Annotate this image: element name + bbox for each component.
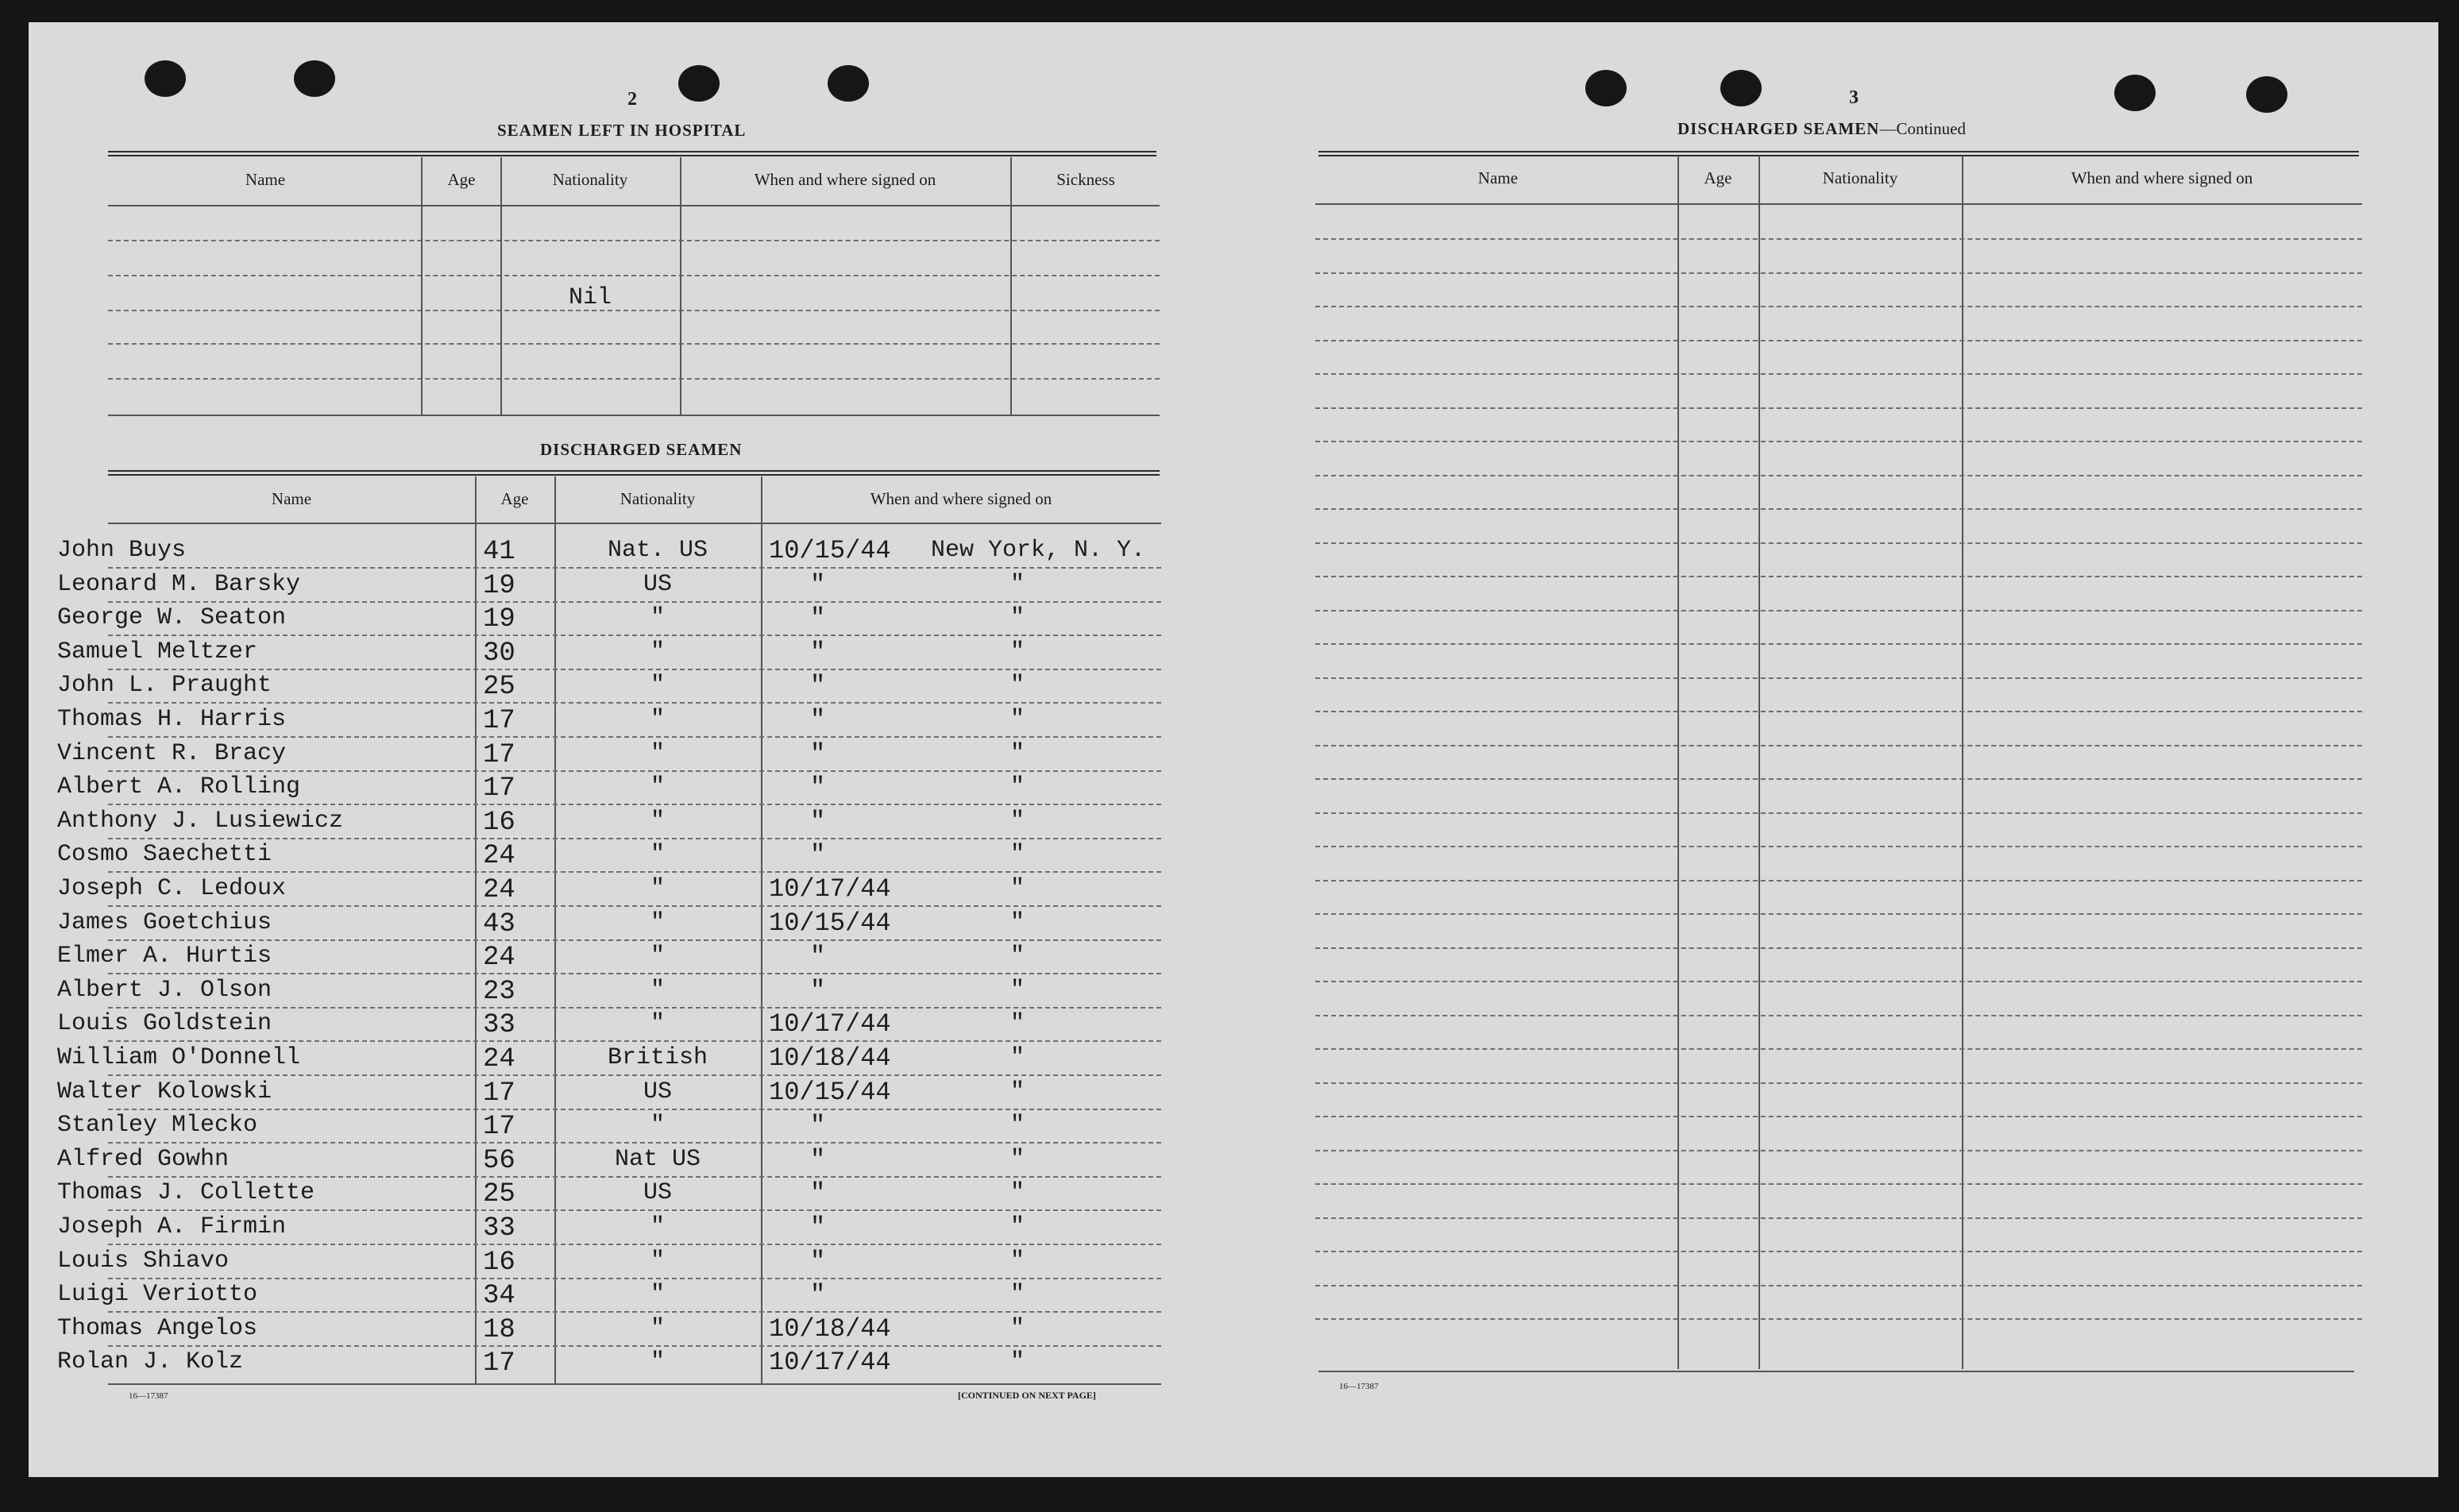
cell-name: Joseph A. Firmin bbox=[57, 1213, 287, 1240]
row-line bbox=[1315, 812, 2362, 814]
col-header-name: Name bbox=[1477, 168, 1519, 187]
cell-date: 10/18/44 bbox=[769, 1043, 891, 1073]
cell-nationality: " bbox=[650, 740, 665, 767]
cell-age: 25 bbox=[483, 1179, 515, 1209]
cell-age: 34 bbox=[483, 1281, 515, 1311]
cell-date: " bbox=[810, 807, 826, 836]
column-divider bbox=[761, 476, 762, 1383]
row-line bbox=[1315, 745, 2362, 746]
row-line bbox=[1315, 306, 2362, 307]
cell-place: " bbox=[1010, 740, 1025, 767]
cell-date: " bbox=[810, 1213, 826, 1242]
row-line bbox=[1315, 1116, 2362, 1117]
row-line bbox=[108, 973, 1161, 974]
col-header-name: Name bbox=[245, 170, 286, 189]
cell-nationality: " bbox=[650, 638, 665, 665]
row-line bbox=[108, 1007, 1161, 1009]
cell-date: 10/17/44 bbox=[769, 874, 891, 904]
row-line bbox=[1315, 913, 2362, 915]
cell-age: 16 bbox=[483, 808, 515, 838]
cell-date: " bbox=[810, 1280, 826, 1310]
cell-age: 43 bbox=[483, 909, 515, 939]
row-line bbox=[1315, 1082, 2362, 1084]
column-divider bbox=[500, 157, 502, 416]
cell-place: " bbox=[1010, 604, 1025, 631]
cell-name: Leonard M. Barsky bbox=[57, 571, 301, 598]
cell-age: 24 bbox=[483, 841, 515, 871]
row-line bbox=[1315, 542, 2362, 544]
cell-age: 56 bbox=[483, 1146, 515, 1176]
cell-nationality: " bbox=[650, 1281, 665, 1308]
cell-name: Stanley Mlecko bbox=[57, 1112, 258, 1139]
col-header-nationality: Nationality bbox=[1822, 168, 1898, 187]
row-line bbox=[1315, 1150, 2362, 1151]
cell-place: " bbox=[1010, 1348, 1025, 1375]
cell-name: Anthony J. Lusiewicz bbox=[57, 808, 344, 835]
row-line bbox=[1315, 373, 2362, 375]
cell-place: " bbox=[1010, 1010, 1025, 1037]
cell-age: 19 bbox=[483, 571, 515, 601]
cell-date: 10/15/44 bbox=[769, 536, 891, 565]
cell-age: 25 bbox=[483, 672, 515, 702]
column-divider bbox=[1758, 156, 1760, 1369]
cell-nationality: " bbox=[650, 943, 665, 970]
row-line bbox=[1315, 610, 2362, 611]
row-line bbox=[1315, 778, 2362, 780]
row-line bbox=[1315, 711, 2362, 712]
row-line bbox=[1315, 576, 2362, 577]
row-line bbox=[108, 1142, 1161, 1144]
col-header-signed-on: When and where signed on bbox=[754, 170, 936, 189]
cell-place: " bbox=[1010, 1044, 1025, 1071]
row-line bbox=[108, 1278, 1161, 1279]
hospital-section-title: SEAMEN LEFT IN HOSPITAL bbox=[497, 121, 747, 140]
punch-hole bbox=[2246, 76, 2287, 113]
col-header-name: Name bbox=[271, 489, 312, 508]
page-number: 2 bbox=[627, 89, 637, 110]
cell-nationality: " bbox=[650, 604, 665, 631]
cell-date: 10/18/44 bbox=[769, 1314, 891, 1344]
cell-nationality: " bbox=[650, 1248, 665, 1275]
cell-nationality: US bbox=[643, 1179, 672, 1206]
row-line bbox=[108, 1209, 1161, 1211]
continued-section-title bbox=[1677, 119, 1966, 139]
cell-place: New York, N. Y. bbox=[931, 537, 1146, 564]
cell-place: " bbox=[1010, 1281, 1025, 1308]
punch-hole bbox=[145, 60, 186, 97]
cell-name: John L. Praught bbox=[57, 672, 272, 699]
row-line bbox=[1315, 1318, 2362, 1320]
cell-nationality: US bbox=[643, 1078, 672, 1105]
cell-date: " bbox=[810, 570, 826, 600]
form-number: 16—17387 bbox=[1339, 1382, 1379, 1391]
cell-place: " bbox=[1010, 841, 1025, 868]
cell-place: " bbox=[1010, 1078, 1025, 1105]
cell-place: " bbox=[1010, 1315, 1025, 1342]
cell-name: Walter Kolowski bbox=[57, 1078, 272, 1105]
column-divider bbox=[1010, 157, 1012, 416]
cell-age: 23 bbox=[483, 977, 515, 1007]
cell-date: " bbox=[810, 1145, 826, 1174]
row-line bbox=[108, 669, 1161, 670]
cell-date: 10/17/44 bbox=[769, 1348, 891, 1377]
cell-place: " bbox=[1010, 909, 1025, 936]
cell-name: Vincent R. Bracy bbox=[57, 740, 287, 767]
row-line bbox=[108, 804, 1161, 805]
cell-age: 41 bbox=[483, 537, 515, 567]
cell-date: 10/17/44 bbox=[769, 1009, 891, 1039]
row-line bbox=[108, 343, 1160, 345]
cell-place: " bbox=[1010, 808, 1025, 835]
row-line bbox=[1315, 441, 2362, 442]
cell-age: 17 bbox=[483, 1348, 515, 1379]
cell-date: " bbox=[810, 840, 826, 870]
cell-age: 17 bbox=[483, 773, 515, 804]
cell-name: Thomas H. Harris bbox=[57, 706, 287, 733]
page-number: 3 bbox=[1849, 87, 1859, 108]
cell-nationality: " bbox=[650, 909, 665, 936]
section-rule bbox=[108, 151, 1156, 156]
cell-place: " bbox=[1010, 571, 1025, 598]
cell-nationality: " bbox=[650, 1348, 665, 1375]
row-line bbox=[1315, 272, 2362, 274]
col-header-age: Age bbox=[500, 489, 529, 508]
header-rule bbox=[1315, 203, 2362, 205]
punch-hole bbox=[1720, 70, 1762, 106]
cell-place: " bbox=[1010, 1179, 1025, 1206]
section-title-text: DISCHARGED SEAMEN bbox=[1677, 119, 1880, 138]
cell-date: " bbox=[810, 773, 826, 802]
cell-age: 19 bbox=[483, 604, 515, 634]
row-line bbox=[108, 939, 1161, 941]
row-line bbox=[108, 838, 1161, 839]
column-divider bbox=[680, 157, 681, 416]
cell-name: Louis Shiavo bbox=[57, 1248, 230, 1275]
table-bottom-rule bbox=[1318, 1371, 2354, 1372]
punch-hole bbox=[828, 65, 869, 102]
cell-nationality: " bbox=[650, 773, 665, 800]
cell-place: " bbox=[1010, 1146, 1025, 1173]
cell-nationality: British bbox=[607, 1044, 708, 1071]
row-line bbox=[1315, 1015, 2362, 1016]
row-line bbox=[1315, 508, 2362, 510]
col-header-signed-on: When and where signed on bbox=[2071, 168, 2253, 187]
form-number: 16—17387 bbox=[129, 1391, 168, 1401]
cell-age: 24 bbox=[483, 943, 515, 973]
discharged-section-title: DISCHARGED SEAMEN bbox=[540, 440, 743, 459]
cell-age: 17 bbox=[483, 1078, 515, 1109]
cell-place: " bbox=[1010, 638, 1025, 665]
column-divider bbox=[421, 157, 423, 416]
row-line bbox=[108, 736, 1161, 738]
cell-age: 17 bbox=[483, 740, 515, 770]
row-line bbox=[108, 770, 1161, 772]
row-line bbox=[1315, 407, 2362, 409]
row-line bbox=[1315, 475, 2362, 476]
cell-place: " bbox=[1010, 1112, 1025, 1139]
cell-nationality: " bbox=[650, 977, 665, 1004]
row-line bbox=[1315, 1285, 2362, 1286]
row-line bbox=[108, 634, 1161, 636]
row-line bbox=[1315, 981, 2362, 982]
row-line bbox=[1315, 1251, 2362, 1252]
cell-name: Luigi Veriotto bbox=[57, 1281, 258, 1308]
cell-date: " bbox=[810, 638, 826, 667]
col-header-nationality: Nationality bbox=[552, 170, 628, 189]
cell-place: " bbox=[1010, 773, 1025, 800]
row-line bbox=[108, 310, 1160, 311]
cell-age: 17 bbox=[483, 1112, 515, 1142]
cell-name: Louis Goldstein bbox=[57, 1010, 272, 1037]
cell-nationality: Nat. US bbox=[607, 537, 708, 564]
row-line bbox=[1315, 1217, 2362, 1219]
row-line bbox=[108, 601, 1161, 603]
cell-place: " bbox=[1010, 706, 1025, 733]
row-line bbox=[1315, 880, 2362, 881]
cell-age: 33 bbox=[483, 1010, 515, 1040]
column-divider bbox=[475, 476, 477, 1383]
row-line bbox=[108, 1311, 1161, 1313]
cell-date: " bbox=[810, 942, 826, 971]
cell-nationality: " bbox=[650, 672, 665, 699]
cell-name: Cosmo Saechetti bbox=[57, 841, 272, 868]
cell-date: " bbox=[810, 604, 826, 633]
cell-nationality: US bbox=[643, 571, 672, 598]
cell-place: " bbox=[1010, 1248, 1025, 1275]
cell-nationality: Nat US bbox=[614, 1146, 701, 1173]
hospital-entry: Nil bbox=[569, 284, 612, 311]
row-line bbox=[108, 1176, 1161, 1178]
cell-name: Alfred Gowhn bbox=[57, 1146, 230, 1173]
cell-name: John Buys bbox=[57, 537, 187, 564]
cell-place: " bbox=[1010, 672, 1025, 699]
row-line bbox=[108, 1345, 1161, 1347]
row-line bbox=[108, 378, 1160, 380]
cell-name: James Goetchius bbox=[57, 909, 272, 936]
cell-nationality: " bbox=[650, 841, 665, 868]
cell-date: " bbox=[810, 1111, 826, 1140]
row-line bbox=[108, 1040, 1161, 1042]
column-divider bbox=[1962, 156, 1963, 1369]
cell-nationality: " bbox=[650, 808, 665, 835]
cell-name: George W. Seaton bbox=[57, 604, 287, 631]
cell-date: " bbox=[810, 705, 826, 735]
cell-age: 17 bbox=[483, 706, 515, 736]
cell-name: William O'Donnell bbox=[57, 1044, 301, 1071]
cell-age: 16 bbox=[483, 1248, 515, 1278]
cell-name: Samuel Meltzer bbox=[57, 638, 258, 665]
header-rule bbox=[108, 205, 1160, 206]
cell-place: " bbox=[1010, 875, 1025, 902]
row-line bbox=[108, 567, 1161, 569]
cell-age: 18 bbox=[483, 1315, 515, 1345]
row-line bbox=[1315, 238, 2362, 240]
header-rule bbox=[108, 523, 1161, 524]
punch-hole bbox=[2114, 75, 2156, 111]
cell-name: Joseph C. Ledoux bbox=[57, 875, 287, 902]
continued-note: [CONTINUED ON NEXT PAGE] bbox=[958, 1390, 1096, 1401]
col-header-age: Age bbox=[1704, 168, 1732, 187]
row-line bbox=[1315, 340, 2362, 341]
row-line bbox=[108, 871, 1161, 873]
cell-nationality: " bbox=[650, 1010, 665, 1037]
cell-age: 24 bbox=[483, 1044, 515, 1074]
col-header-nationality: Nationality bbox=[620, 489, 696, 508]
cell-date: 10/15/44 bbox=[769, 908, 891, 938]
row-line bbox=[108, 1074, 1161, 1076]
cell-nationality: " bbox=[650, 1213, 665, 1240]
cell-date: 10/15/44 bbox=[769, 1078, 891, 1107]
row-line bbox=[108, 240, 1160, 241]
cell-date: " bbox=[810, 1178, 826, 1208]
table-bottom-rule bbox=[108, 1383, 1161, 1385]
punch-hole bbox=[1585, 70, 1627, 106]
table-bottom-rule bbox=[108, 415, 1160, 416]
cell-place: " bbox=[1010, 943, 1025, 970]
cell-nationality: " bbox=[650, 875, 665, 902]
row-line bbox=[108, 702, 1161, 704]
cell-name: Albert A. Rolling bbox=[57, 773, 301, 800]
cell-place: " bbox=[1010, 1213, 1025, 1240]
cell-date: " bbox=[810, 671, 826, 700]
cell-age: 24 bbox=[483, 875, 515, 905]
row-line bbox=[1315, 947, 2362, 949]
row-line bbox=[108, 275, 1160, 276]
cell-date: " bbox=[810, 1247, 826, 1276]
cell-name: Albert J. Olson bbox=[57, 977, 272, 1004]
col-header-age: Age bbox=[447, 170, 476, 189]
row-line bbox=[1315, 1183, 2362, 1185]
cell-name: Rolan J. Kolz bbox=[57, 1348, 244, 1375]
cell-nationality: " bbox=[650, 1315, 665, 1342]
column-divider bbox=[1677, 156, 1679, 1369]
cell-age: 30 bbox=[483, 638, 515, 669]
cell-place: " bbox=[1010, 977, 1025, 1004]
cell-name: Thomas J. Collette bbox=[57, 1179, 315, 1206]
row-line bbox=[1315, 1048, 2362, 1050]
cell-date: " bbox=[810, 976, 826, 1005]
row-line bbox=[108, 905, 1161, 907]
row-line bbox=[108, 1109, 1161, 1110]
cell-date: " bbox=[810, 739, 826, 769]
col-header-sickness: Sickness bbox=[1056, 170, 1115, 189]
row-line bbox=[1315, 677, 2362, 679]
punch-hole bbox=[678, 65, 720, 102]
row-line bbox=[108, 1244, 1161, 1245]
punch-hole bbox=[294, 60, 335, 97]
row-line bbox=[1315, 846, 2362, 847]
row-line bbox=[1315, 643, 2362, 645]
section-rule bbox=[1318, 151, 2359, 156]
cell-nationality: " bbox=[650, 1112, 665, 1139]
cell-nationality: " bbox=[650, 706, 665, 733]
col-header-signed-on: When and where signed on bbox=[870, 489, 1052, 508]
cell-age: 33 bbox=[483, 1213, 515, 1244]
section-title-suffix: —Continued bbox=[1879, 119, 1966, 138]
cell-name: Elmer A. Hurtis bbox=[57, 943, 272, 970]
section-rule bbox=[108, 470, 1160, 476]
cell-name: Thomas Angelos bbox=[57, 1315, 258, 1342]
